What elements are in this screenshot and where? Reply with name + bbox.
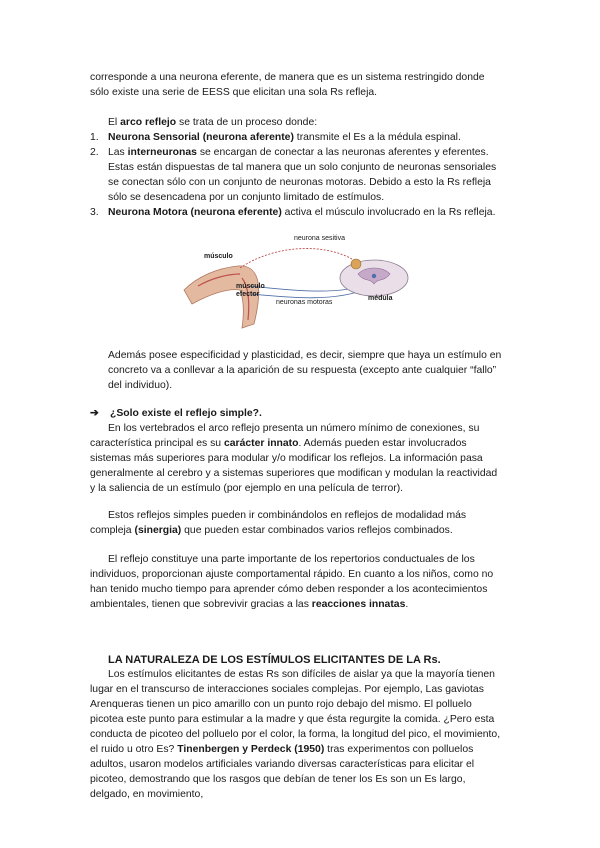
- paragraph-vertebrados: [90, 421, 505, 496]
- list-text: se encargan de conectar a las neuronas aferentes y eferentes. Estas están dispuestas de tal manera que un solo conjunto de neuronas sensoriales se conectan sólo con un conjunto de neuronas motoras. Debido a esto la Rs refleja sólo se desencadena por un conjunto limitado de estímulos.: [108, 147, 497, 203]
- text-run: que pueden estar combinados varios reflejos combinados.: [181, 525, 453, 536]
- paragraph-especificidad: Además posee especificidad y plasticidad, es decir, siempre que haya un estímulo en concreto va a conllevar a la aparición de su respuesta (excepto ante cualquier “fallo” del individuo).: [108, 350, 502, 391]
- arrow-icon: ➔: [90, 408, 99, 419]
- list-number: 2.: [90, 147, 99, 158]
- question-text: ¿Solo existe el reflejo simple?.: [110, 408, 262, 419]
- paragraph-repertorios: [90, 552, 505, 612]
- paragraph-intro: corresponde a una neurona eferente, de manera que es un sistema restringido donde sólo existe una serie de EESS que elicitan una sola Rs refleja.: [90, 72, 485, 98]
- paragraph-naturaleza: [90, 667, 508, 802]
- bold-term: reacciones innatas: [311, 599, 406, 610]
- bold-term: Neurona Sensorial (neurona aferente): [108, 132, 294, 143]
- bold-term: Tinenbergen y Perdeck (1950): [177, 744, 325, 755]
- list-item: [90, 205, 510, 220]
- text-run: se trata de un proceso donde:: [176, 117, 318, 128]
- list-item: [90, 130, 510, 145]
- text-run: . Además pueden estar involucrados sistemas más superiores para modular y/o modificar los reflejos. La información pasa generalmente al cerebro y a sistemas superiores que modifican y modulan la reactividad y la saliencia de un estímulo (por ejemplo en una película de terror).: [90, 438, 498, 494]
- section-heading: LA NATURALEZA DE LOS ESTÍMULOS ELICITANTES DE LA Rs.: [108, 654, 441, 666]
- text-run: En los vertebrados el arco reflejo presenta un número mínimo de conexiones, su característica principal es su: [90, 423, 480, 449]
- text-run: tras experimentos con polluelos adultos, usaron modelos artificiales variando diversas características para elicitar el picoteo, demostrando que los rasgos que debían de tener los Es son un Es largo, delgado, en movimiento,: [90, 744, 475, 800]
- figure-label-neuronas-motoras: neuronas motoras: [276, 299, 333, 306]
- numbered-list: [90, 130, 510, 220]
- bold-term: (sinergia): [134, 525, 182, 536]
- figure-label-efector: efector: [236, 291, 260, 298]
- question-heading: [90, 406, 262, 421]
- text-run: El reflejo constituye una parte importante de los repertorios conductuales de los individuos, proporcionan ajuste comportamental rápido. En cuanto a los niños, como no han tenido mucho tiempo para aprender cómo deben responder a los acontecimientos ambientales, tienen que sobrevivir gracias a las: [90, 554, 494, 610]
- text-run: Estos reflejos simples pueden ir combinándolos en reflejos de modalidad más compleja: [90, 510, 467, 536]
- paragraph-reflejos-simples: [90, 508, 505, 538]
- bold-term: interneuronas: [127, 147, 197, 158]
- interneuron-dot: [372, 274, 376, 278]
- figure-label-musculo: músculo: [204, 253, 233, 260]
- bold-term: arco reflejo: [120, 117, 177, 128]
- list-number: 3.: [90, 207, 99, 218]
- bold-term: carácter innato: [223, 438, 299, 449]
- list-text: transmite el Es a la médula espinal.: [293, 132, 461, 143]
- list-number: 1.: [90, 132, 99, 143]
- figure-label-medula: médula: [368, 295, 393, 302]
- ganglion-illustration: [351, 259, 361, 269]
- text-run: El: [108, 117, 121, 128]
- list-text: activa el músculo involucrado en la Rs refleja.: [281, 207, 496, 218]
- paragraph-arco-reflejo: [90, 115, 505, 130]
- text-run: Los estímulos elicitantes de estas Rs son difíciles de aislar ya que la mayoría tienen lugar en el transcurso de interacciones sociales complejas. Por ejemplo, Las gaviotas Arenqueras tienen un pico amarillo con un punto rojo debajo del mismo. El polluelo picotea este punto para estimular a la madre y que ésta regurgite la comida. ¿Pero esta conducta de picoteo del polluelo por el color, la forma, la longitud del pico, el movimiento, el ruido u otro Es?: [90, 669, 501, 755]
- figure-label-neurona-sensitiva: neurona sesitiva: [294, 235, 345, 242]
- figure-label-musculo-efector: músculo: [236, 283, 265, 290]
- list-item: [90, 145, 510, 205]
- reflex-arc-figure: [178, 228, 420, 336]
- text-run: .: [405, 599, 409, 610]
- bold-term: Neurona Motora (neurona eferente): [108, 207, 282, 218]
- list-text: Las: [108, 147, 128, 158]
